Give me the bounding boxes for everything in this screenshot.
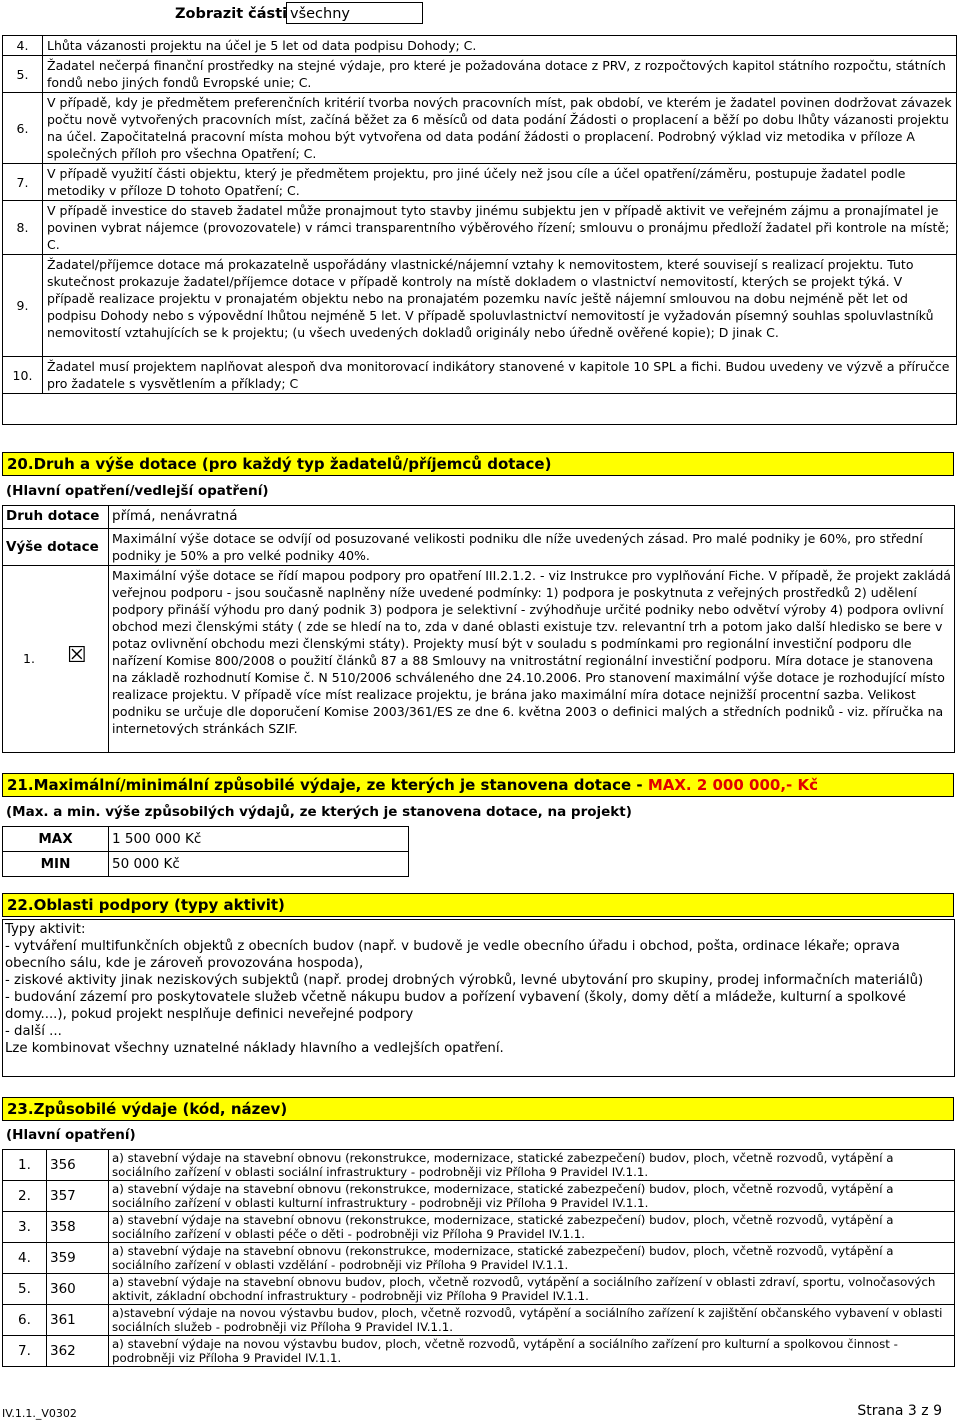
expense-code: 360 bbox=[47, 1274, 109, 1305]
limit-label: MAX bbox=[3, 827, 109, 852]
expense-description: a) stavební výdaje na stavební obnovu (rekonstrukce, modernizace, statické zabezpečení) budov, ploch, včetně rozvodů, vytápění a sociálního zařízení v oblasti sociální infrastruktury - podrobněji viz Příloha 9 Pravidel IV.1.1. bbox=[109, 1150, 955, 1181]
expense-code: 362 bbox=[47, 1336, 109, 1367]
expense-number: 4. bbox=[3, 1243, 47, 1274]
condition-number: 9. bbox=[3, 255, 43, 357]
condition-text: V případě využití části objektu, který je předmětem projektu, pro jiné účely než jsou cíle a účel opatření/záměru, postupuje žadatel podle metodiky v příloze D tohoto Opatření; C. bbox=[43, 164, 957, 201]
vyse-item-number: 1. bbox=[23, 651, 35, 666]
expense-description: a) stavební výdaje na stavební obnovu (rekonstrukce, modernizace, statické zabezpečení) budov, ploch, včetně rozvodů, vytápění a sociálního zařízení v oblasti kulturní infrastruktury - podrobněji viz Příloha 9 Pravidel IV.1.1. bbox=[109, 1181, 955, 1212]
expense-description: a)stavební výdaje na novou výstavbu budov, ploch, včetně rozvodů, vytápění a sociálního zařízení k zajištění občanského vybavení v oblasti sociálních služeb - podrobněji viz Příloha 9 Pravidel IV.1.1. bbox=[109, 1305, 955, 1336]
condition-row bbox=[3, 357, 957, 394]
expense-code: 357 bbox=[47, 1181, 109, 1212]
subsidy-table bbox=[2, 505, 955, 753]
expense-description: a) stavební výdaje na novou výstavbu budov, ploch, včetně rozvodů, vytápění a sociálního zařízení pro kulturní a spolkovou činnost - podrobněji viz Příloha 9 Pravidel IV.1.1. bbox=[109, 1336, 955, 1367]
condition-row bbox=[3, 56, 957, 93]
condition-text: V případě, kdy je předmětem preferenčních kritérií tvorba nových pracovních míst, pak období, ve kterém je žadatel povinen dodržovat závazek počtu nově vytvořených pracovních míst, začíná běžet za 6 měsíců od data podání Žádosti o proplacení a běží po dobu lhůty vázanosti projektu na účel. Započitatelná pracovní místa mohou být vytvořena od data podání žádosti o proplacení. Podrobný výklad viz metodika v příloze A společných příloh pro všechna Opatření; C. bbox=[43, 93, 957, 164]
expense-limits-table bbox=[2, 826, 409, 877]
condition-number: 8. bbox=[3, 201, 43, 255]
section-23-subtitle: (Hlavní opatření) bbox=[6, 1127, 136, 1143]
limit-row bbox=[3, 852, 409, 877]
expense-row bbox=[3, 1305, 955, 1336]
condition-number: 6. bbox=[3, 93, 43, 164]
filter-label: Zobrazit části bbox=[175, 6, 288, 22]
condition-number: 7. bbox=[3, 164, 43, 201]
empty-cell bbox=[3, 394, 957, 425]
condition-text: Žadatel/příjemce dotace má prokazatelně uspořádány vlastnické/nájemní vztahy k nemovitostem, které souvisejí s realizací projektu. Tuto skutečnost prokazuje žadatel/příjemce dotace v případě kontroly na místě dokladem o vlastnictví nemovitostí, kterých se projekt týká. V případě realizace projektu v pronajatém objektu nebo na pronajatém pozemku navíc ještě nájemní smlouvou na dobu nejméně pět let od podpisu Dohody nebo s výpovědní lhůtou nejméně 5 let. V případě spoluvlastnictví nemovitostí je vyžadován písemný souhlas spoluvlastníků nemovitostí vztahujících se k projektu; (u všech uvedených dokladů originály nebo úředně ověřené kopie); D jinak C. bbox=[43, 255, 957, 357]
limit-value: 50 000 Kč bbox=[109, 852, 409, 877]
condition-text: Lhůta vázanosti projektu na účel je 5 let od data podpisu Dohody; C. bbox=[43, 36, 957, 56]
condition-row bbox=[3, 255, 957, 357]
section-21-subtitle: (Max. a min. výše způsobilých výdajů, ze kterých je stanovena dotace, na projekt) bbox=[6, 804, 632, 820]
condition-row bbox=[3, 93, 957, 164]
expense-description: a) stavební výdaje na stavební obnovu (rekonstrukce, modernizace, statické zabezpečení) budov, ploch, včetně rozvodů, vytápění a sociálního zařízení v oblasti vzdělání - podrobněji viz Příloha 9 Pravidel IV.1.1. bbox=[109, 1243, 955, 1274]
expense-row bbox=[3, 1274, 955, 1305]
checkbox-checked-icon[interactable]: ☒ bbox=[67, 643, 87, 668]
condition-row bbox=[3, 36, 957, 56]
expense-row bbox=[3, 1212, 955, 1243]
filter-select[interactable]: všechny bbox=[286, 2, 423, 24]
conditions-table bbox=[2, 35, 957, 425]
section-20-subtitle: (Hlavní opatření/vedlejší opatření) bbox=[6, 483, 269, 499]
condition-number: 4. bbox=[3, 36, 43, 56]
expense-number: 2. bbox=[3, 1181, 47, 1212]
condition-row-empty bbox=[3, 394, 957, 425]
expense-row bbox=[3, 1150, 955, 1181]
condition-number: 10. bbox=[3, 357, 43, 394]
condition-text: Žadatel musí projektem naplňovat alespoň dva monitorovací indikátory stanovené v kapitole 10 SPL a fichi. Budou uvedeny ve výzvě a příručce pro žadatele s vysvětlením a příklady; C bbox=[43, 357, 957, 394]
expense-code: 358 bbox=[47, 1212, 109, 1243]
druh-dotace-value: přímá, nenávratná bbox=[109, 506, 955, 529]
expense-number: 3. bbox=[3, 1212, 47, 1243]
expense-row bbox=[3, 1336, 955, 1367]
vyse-item-text: Maximální výše dotace se řídí mapou podpory pro opatření III.2.1.2. - viz Instrukce pro vyplňování Fiche. V případě, že projekt zakládá veřejnou podporu - jsou současně naplněny níže uvedené podmínky: 1) podpora je poskytnuta z veřejných prostředků 2) udělení podpory přináší výhodu pro daný podnik 3) podpora je selektivní - zvýhodňuje určité podniky nebo odvětví výroby 4) podpora ovlivní obchod mezi členskými státy ( zde se hledí na to, zda v dané oblasti existuje tzv. relevantní trh a potom jako další hledisko se bere v potaz ovlivnění obchodu mezi členskými státy). Projekty musí být v souladu s podmínkami pro regionální investiční podporu dle nařízení Komise 800/2008 o použití článků 87 a 88 Smlouvy na vnitrostátní regionální investiční podporu. Míra dotace je stanovena na základě rozhodnutí Komise č. N 510/2006 schváleného dne 24.10.2006. Pro stanovení maximální výše dotace je rozhodující místo realizace projektu. V případě více míst realizace projektu, je brána jako maximální míra dotace nejnižší procentní sazba. Velikost podniku se určuje dle doporučení Komise 2003/361/ES ze dne 6. května 2003 o definici malých a středních podniků - viz. příručka na internetových stránkách SZIF. bbox=[109, 566, 955, 753]
condition-row bbox=[3, 201, 957, 255]
eligible-expenses-table bbox=[2, 1149, 955, 1367]
condition-text: V případě investice do staveb žadatel může pronajmout tyto stavby jinému subjektu jen v případě aktivit ve veřejném zájmu a pronajímatel je povinen vybrat nájemce (provozovatele) v rámci transparentního výběrového řízení; smlouvu o pronájmu předloží žadatel při kontrole na místě; C. bbox=[43, 201, 957, 255]
section-21-title bbox=[2, 773, 954, 797]
condition-row bbox=[3, 164, 957, 201]
limit-value: 1 500 000 Kč bbox=[109, 827, 409, 852]
vyse-item-cell bbox=[3, 566, 109, 753]
footer-page: Strana 3 z 9 bbox=[857, 1403, 942, 1419]
expense-description: a) stavební výdaje na stavební obnovu (rekonstrukce, modernizace, statické zabezpečení) budov, ploch, včetně rozvodů, vytápění a sociálního zařízení v oblasti péče o děti - podrobněji viz Příloha 9 Pravidel IV.1.1. bbox=[109, 1212, 955, 1243]
expense-number: 5. bbox=[3, 1274, 47, 1305]
druh-dotace-label: Druh dotace bbox=[3, 506, 109, 529]
section-20-title: 20.Druh a výše dotace (pro každý typ žadatelů/příjemců dotace) bbox=[2, 452, 954, 476]
expense-row bbox=[3, 1181, 955, 1212]
expense-code: 356 bbox=[47, 1150, 109, 1181]
expense-number: 1. bbox=[3, 1150, 47, 1181]
footer-code: IV.1.1._V0302 bbox=[2, 1407, 77, 1420]
expense-row bbox=[3, 1243, 955, 1274]
section-21-title-text: 21.Maximální/minimální způsobilé výdaje, ze kterých je stanovena dotace - bbox=[7, 776, 648, 794]
activity-types-text: Typy aktivit: - vytváření multifunkčních objektů z obecních budov (např. v budově je vedle obecního úřadu i obchod, pošta, ordinace lékaře; oprava obecního sálu, kde je zároveň provozována hospoda), - ziskové aktivity jinak neziskových subjektů (např. prodej drobných výrobků, levné ubytování pro skupiny, prodej informačních materiálů) - budování zázemí pro poskytovatele služeb včetně nákupu budov a pořízení vybavení (školy, domy dětí a mládeže, kulturní a spolkové domy....), pokud projekt nesplňuje definici neveřejné podpory - další ... Lze kombinovat všechny uznatelné náklady hlavního a vedlejších opatření. bbox=[2, 919, 955, 1077]
expense-number: 6. bbox=[3, 1305, 47, 1336]
condition-text: Žadatel nečerpá finanční prostředky na stejné výdaje, pro které je požadována dotace z PRV, z rozpočtových kapitol státního rozpočtu, státních fondů nebo jiných fondů Evropské unie; C. bbox=[43, 56, 957, 93]
expense-code: 361 bbox=[47, 1305, 109, 1336]
limit-label: MIN bbox=[3, 852, 109, 877]
condition-number: 5. bbox=[3, 56, 43, 93]
expense-code: 359 bbox=[47, 1243, 109, 1274]
limit-row bbox=[3, 827, 409, 852]
expense-number: 7. bbox=[3, 1336, 47, 1367]
section-21-title-max: MAX. 2 000 000,- Kč bbox=[647, 776, 818, 794]
vyse-dotace-label: Výše dotace bbox=[3, 529, 109, 566]
vyse-dotace-text: Maximální výše dotace se odvíjí od posuzované velikosti podniku dle níže uvedených zásad. Pro malé podniky je 60%, pro střední podniky je 50% a pro velké podniky 40%. bbox=[109, 529, 955, 566]
expense-description: a) stavební výdaje na stavební obnovu budov, ploch, včetně rozvodů, vytápění a sociálního zařízení v oblasti zdraví, sportu, volnočasových aktivit, základní obchodní infrastruktury - podrobněji viz Příloha 9 Pravidel IV.1.1. bbox=[109, 1274, 955, 1305]
section-23-title: 23.Způsobilé výdaje (kód, název) bbox=[2, 1097, 954, 1121]
section-22-title: 22.Oblasti podpory (typy aktivit) bbox=[2, 893, 954, 917]
